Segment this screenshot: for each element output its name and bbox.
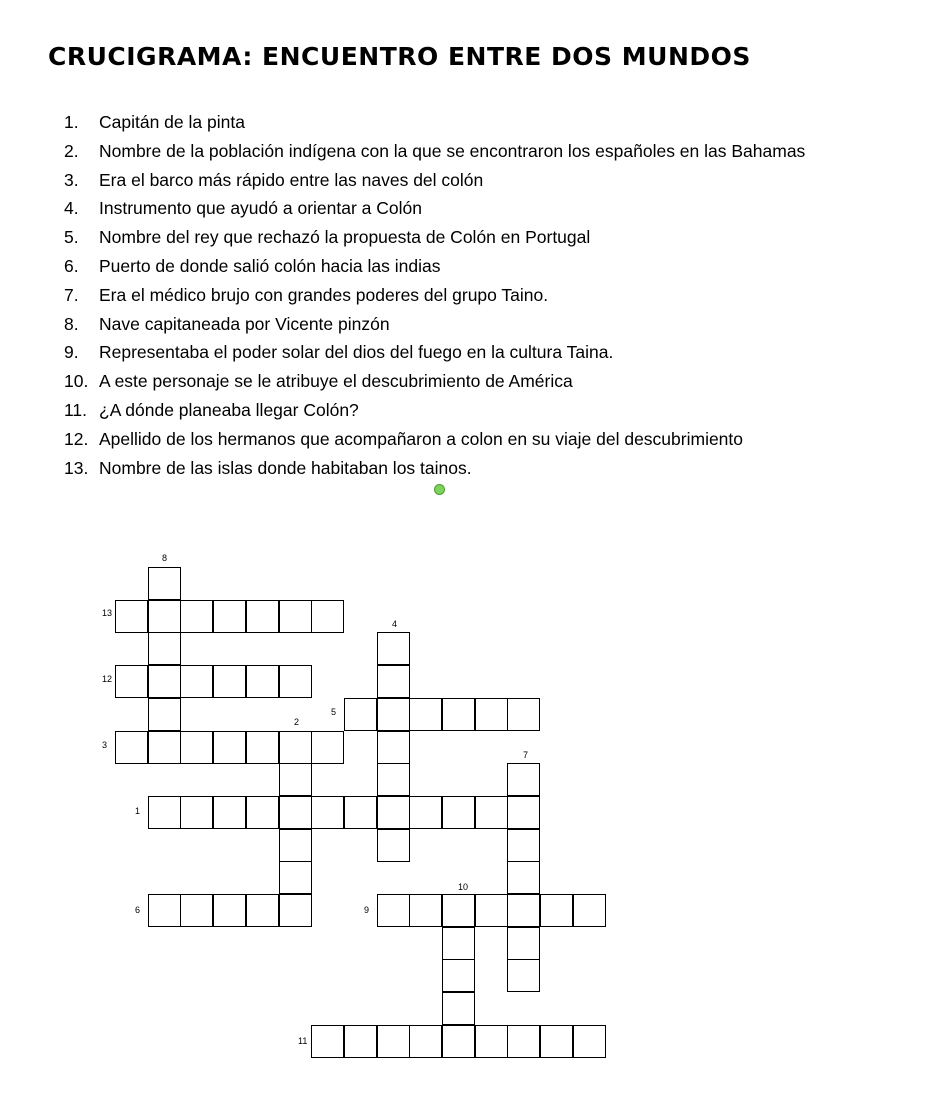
crossword-cell[interactable] bbox=[279, 600, 312, 633]
crossword-cell[interactable] bbox=[377, 698, 410, 731]
crossword-cell[interactable] bbox=[180, 731, 213, 764]
crossword-clue-number: 13 bbox=[102, 608, 113, 618]
crossword-cell[interactable] bbox=[377, 1025, 410, 1058]
crossword-cell[interactable] bbox=[475, 796, 508, 829]
crossword-clue-number: 11 bbox=[298, 1036, 308, 1046]
crossword-clue-number: 12 bbox=[102, 674, 113, 684]
clue-number: 12. bbox=[64, 428, 89, 449]
clue-text: Nombre de la población indígena con la que se encontraron los españoles en las Bahamas bbox=[99, 140, 806, 161]
crossword-cell[interactable] bbox=[213, 665, 246, 698]
crossword-clue-number: 6 bbox=[135, 905, 141, 915]
clue-number: 1. bbox=[64, 112, 79, 132]
crossword-cell[interactable] bbox=[213, 731, 246, 764]
crossword-cell[interactable] bbox=[180, 600, 213, 633]
crossword-clue-number: 5 bbox=[331, 707, 337, 717]
crossword-cell[interactable] bbox=[311, 600, 344, 633]
crossword-clue-number: 4 bbox=[392, 619, 398, 629]
crossword-cell[interactable] bbox=[246, 894, 279, 927]
clue-text: Representaba el poder solar del dios del fuego en la cultura Taina. bbox=[99, 342, 614, 363]
crossword-cell[interactable] bbox=[213, 600, 246, 633]
crossword-cell[interactable] bbox=[148, 600, 181, 633]
clue-number: 3. bbox=[64, 169, 79, 190]
clue-text: Era el médico brujo con grandes poderes del grupo Taino. bbox=[99, 284, 549, 305]
crossword-cell[interactable] bbox=[540, 894, 573, 927]
clue-number: 7. bbox=[64, 284, 79, 305]
crossword-cell[interactable] bbox=[344, 698, 377, 731]
clue-text: Nave capitaneada por Vicente pinzón bbox=[99, 313, 390, 334]
crossword-cell[interactable] bbox=[246, 600, 279, 633]
crossword-cell[interactable] bbox=[279, 731, 312, 764]
crossword-cell[interactable] bbox=[311, 1025, 344, 1058]
clue-text: Nombre de las islas donde habitaban los tainos. bbox=[99, 457, 472, 478]
page-title: CRUCIGRAMA: ENCUENTRO ENTRE DOS MUNDOS bbox=[48, 42, 751, 71]
clue-number: 6. bbox=[64, 255, 79, 276]
crossword-cell[interactable] bbox=[507, 763, 540, 796]
crossword-cell[interactable] bbox=[148, 894, 181, 927]
crossword-cell[interactable] bbox=[148, 567, 181, 600]
clue-number: 11. bbox=[64, 399, 88, 420]
crossword-cell[interactable] bbox=[409, 1025, 442, 1058]
clue-number: 13. bbox=[64, 457, 89, 478]
clue-text: Capitán de la pinta bbox=[99, 112, 245, 132]
crossword-cell[interactable] bbox=[180, 894, 213, 927]
crossword-cell[interactable] bbox=[507, 894, 540, 927]
crossword-cell[interactable] bbox=[148, 731, 181, 764]
crossword-cell[interactable] bbox=[148, 796, 181, 829]
crossword-clue-number: 8 bbox=[162, 553, 168, 563]
clue-text: Era el barco más rápido entre las naves del colón bbox=[99, 169, 484, 190]
crossword-cell[interactable] bbox=[377, 763, 410, 796]
clue-text: A este personaje se le atribuye el descubrimiento de América bbox=[99, 371, 573, 392]
clue-text: Instrumento que ayudó a orientar a Colón bbox=[99, 198, 422, 219]
crossword-cell[interactable] bbox=[409, 698, 442, 731]
crossword-cell[interactable] bbox=[180, 796, 213, 829]
crossword-cell[interactable] bbox=[311, 731, 344, 764]
crossword-cell[interactable] bbox=[442, 992, 475, 1025]
crossword-cell[interactable] bbox=[507, 927, 540, 960]
crossword-cell[interactable] bbox=[475, 1025, 508, 1058]
clue-text: Nombre del rey que rechazó la propuesta de Colón en Portugal bbox=[99, 227, 591, 248]
crossword-cell[interactable] bbox=[377, 731, 410, 764]
crossword-cell[interactable] bbox=[279, 796, 312, 829]
crossword-cell[interactable] bbox=[475, 698, 508, 731]
crossword-cell[interactable] bbox=[442, 927, 475, 960]
crossword-cell[interactable] bbox=[115, 600, 148, 633]
crossword-cell[interactable] bbox=[344, 796, 377, 829]
crossword-cell[interactable] bbox=[475, 894, 508, 927]
crossword-cell[interactable] bbox=[148, 665, 181, 698]
clue-text: Puerto de donde salió colón hacia las indias bbox=[99, 255, 441, 276]
clue-number: 8. bbox=[64, 313, 79, 334]
crossword-cell[interactable] bbox=[180, 665, 213, 698]
clue-number: 2. bbox=[64, 140, 79, 161]
crossword-clue-number: 3 bbox=[102, 740, 108, 750]
crossword-cell[interactable] bbox=[507, 861, 540, 894]
crossword-clue-number: 10 bbox=[458, 882, 469, 892]
crossword-cell[interactable] bbox=[507, 829, 540, 862]
crossword-cell[interactable] bbox=[409, 796, 442, 829]
crossword-cell[interactable] bbox=[507, 698, 540, 731]
crossword-cell[interactable] bbox=[213, 796, 246, 829]
crossword-cell[interactable] bbox=[246, 665, 279, 698]
crossword-cell[interactable] bbox=[279, 763, 312, 796]
crossword-cell[interactable] bbox=[442, 959, 475, 992]
crossword-cell[interactable] bbox=[377, 796, 410, 829]
crossword-cell[interactable] bbox=[507, 959, 540, 992]
clue-number: 5. bbox=[64, 227, 79, 248]
crossword-cell[interactable] bbox=[442, 1025, 475, 1058]
crossword-clue-number: 9 bbox=[364, 905, 370, 915]
crossword-cell[interactable] bbox=[573, 1025, 606, 1058]
clue-text: ¿A dónde planeaba llegar Colón? bbox=[99, 399, 359, 420]
crossword-cell[interactable] bbox=[409, 894, 442, 927]
crossword-cell[interactable] bbox=[213, 894, 246, 927]
clue-number: 9. bbox=[64, 342, 79, 363]
crossword-cell[interactable] bbox=[442, 894, 475, 927]
crossword-cell[interactable] bbox=[246, 796, 279, 829]
crossword-cell[interactable] bbox=[148, 632, 181, 665]
crossword-cell[interactable] bbox=[507, 796, 540, 829]
clue-text: Apellido de los hermanos que acompañaron a colon en su viaje del descubrimiento bbox=[99, 428, 744, 449]
crossword-cell[interactable] bbox=[377, 829, 410, 862]
clue-number: 4. bbox=[64, 198, 79, 219]
crossword-cell[interactable] bbox=[573, 894, 606, 927]
crossword-cell[interactable] bbox=[279, 665, 312, 698]
crossword-cell[interactable] bbox=[279, 894, 312, 927]
crossword-cell[interactable] bbox=[115, 731, 148, 764]
crossword-cell[interactable] bbox=[279, 829, 312, 862]
crossword-cell[interactable] bbox=[540, 1025, 573, 1058]
crossword-cell[interactable] bbox=[148, 698, 181, 731]
crossword-cell[interactable] bbox=[115, 665, 148, 698]
crossword-cell[interactable] bbox=[442, 698, 475, 731]
crossword-cell[interactable] bbox=[377, 894, 410, 927]
crossword-cell[interactable] bbox=[311, 796, 344, 829]
crossword-cell[interactable] bbox=[507, 1025, 540, 1058]
crossword-cell[interactable] bbox=[344, 1025, 377, 1058]
crossword-cell[interactable] bbox=[279, 861, 312, 894]
crossword-clue-number: 7 bbox=[523, 750, 529, 760]
crossword-clue-number: 1 bbox=[135, 806, 141, 816]
crossword-cell[interactable] bbox=[377, 632, 410, 665]
crossword-clue-number: 2 bbox=[294, 717, 300, 727]
crossword-cell[interactable] bbox=[377, 665, 410, 698]
crossword-cell[interactable] bbox=[442, 796, 475, 829]
clue-number: 10. bbox=[64, 371, 89, 392]
crossword-cell[interactable] bbox=[246, 731, 279, 764]
